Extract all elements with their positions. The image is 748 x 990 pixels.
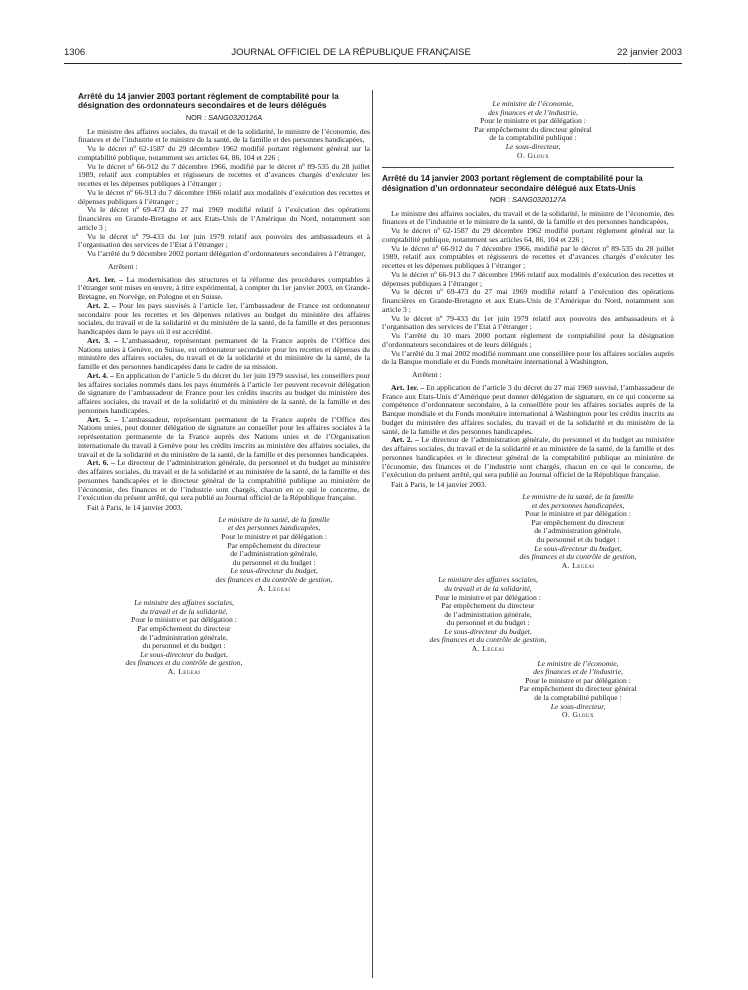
signatory-title: Le sous-directeur du budget,: [534, 543, 622, 553]
date-place-line: Fait à Paris, le 14 janvier 2003.: [87, 503, 183, 513]
empechement-line: du personnel et du budget :: [536, 534, 620, 544]
visa-paragraph: Vu le décret nº 66-913 du 7 décembre 1966 relatif aux modalités d’exécution des recettes et dépenses publiques à l’étranger ;: [78, 187, 370, 206]
empechement-line: Par empêchement du directeur: [441, 601, 535, 611]
signatory-title: des finances et du contrôle de gestion,: [215, 574, 333, 584]
article-paragraph: [78, 302, 370, 337]
minister-title: Le ministre des affaires sociales,: [134, 598, 234, 608]
article-text: En application de l’article 5 du décret du 1er juin 1979 susvisé, les conseillers pour les affaires sociales nommés dans les pays énumérés à l’article 1er peuvent recevoir délégation de signature de l’ambassadeur de France pour les crédits inscrits au budget du ministère des affaires sociales, du travail et de la solidarité et du ministère de la santé, de la famille et des personnes handicapées.: [78, 370, 370, 415]
decree-title: Arrêté du 14 janvier 2003 portant règlement de comptabilité pour la désignation des ordonnateurs secondaires et de leurs délégués: [78, 92, 339, 111]
minister-title: Le ministre des affaires sociales,: [438, 575, 538, 585]
visa-paragraph: Vu le décret nº 62-1587 du 29 décembre 1962 modifié portant règlement général sur la comptabilité publique, notamment ses articles 64, 86, 104 et 226 ;: [382, 226, 674, 244]
article-paragraph: [78, 276, 370, 302]
visa-list: [78, 128, 370, 259]
article-text: L’ambassadeur, représentant permanent de la France auprès de l’Office des Nations unies à Genève, en Suisse, est ordonnateur secondaire pour les recettes et dépenses du ministère des affaires sociales, du travail et de la solidarité et du ministère de la santé, de la famille et des personnes handicapées dans le cadre de sa mission.: [78, 335, 370, 372]
signatory-title: des finances et du contrôle de gestion,: [519, 552, 637, 562]
delegation-line: Pour le ministre et par délégation :: [525, 509, 631, 519]
empechement-line: de l’administration générale,: [534, 526, 622, 536]
article-text: La modernisation des structures et la réforme des procédures comptables à l’étranger sont mises en œuvre, à titre expérimental, à compter du 1er janvier 2003, en Grande-Bretagne, en Norvège, en Pologne et en Suisse.: [78, 274, 370, 302]
decree-title: Arrêté du 14 janvier 2003 portant règlement de comptabilité pour la désignation d’un ordonnateur secondaire délégué aux Etats-Unis: [382, 174, 643, 193]
article-text: Le directeur de l’administration générale, du personnel et du budget au ministère des affaires sociales, du travail et de la solidarité et au ministère de la santé, de la famille et des personnes handicapées et le directeur général de la comptabilité publique au ministère de l’économie, des finances et de l’industrie sont chargés, chacun en ce qui le concerne, de l’exécution du présent arrêté, qui sera publié au Journal officiel de la République française.: [382, 435, 674, 480]
article-text: En application de l’article 3 du décret du 27 mai 1969 susvisé, l’ambassadeur de France aux Etats-Unis d’Amérique peut donner délégation de signature, en ce qui concerne sa compétence d’ordonnateur secondaire, à la conseillère pour les affaires sociales auprès de la Banque mondiale et du Fonds monétaire international à Washington pour les crédits inscrits au budget du ministère des affaires sociales, du travail et de la solidarité et du ministère de la santé, de la famille et des personnes handicapées.: [382, 382, 674, 436]
right-column: [382, 100, 674, 720]
article-paragraph: [78, 337, 370, 372]
article-text: L’ambassadeur, représentant permanent de la France auprès de l’Office des Nations unies, peut donner délégation de signature au conseiller pour les affaires sociales à la représentation permanente de la France auprès des Nations unies et de l’Organisation internationale du travail à Genève pour les crédits inscrits au ministère des affaires sociales, du travail et de la solidarité et du ministère de la santé, de la famille et des personnes handicapées.: [78, 414, 370, 459]
delegation-line: Pour le ministre et par délégation :: [435, 592, 541, 602]
preamble-paragraph: Le ministre des affaires sociales, du travail et de la solidarité, le ministre de l’économie, des finances et de l’industrie et le ministre de la santé, de la famille et des personnes handicapées,: [78, 126, 370, 145]
nor-code: SANG0320126A: [208, 112, 263, 122]
visa-paragraph: Vu le décret nº 66-912 du 7 décembre 1966, modifié par le décret nº 89-535 du 28 juillet 1989, relatif aux comptables et régisseurs de recettes et d’avances chargés d’exécuter les recettes et les dépenses publiques à l’étranger ;: [78, 161, 370, 189]
signatory-name: A. Legeai: [561, 560, 595, 570]
signatory-title: Le sous-directeur,: [505, 141, 561, 151]
page-number: 1306: [64, 47, 86, 58]
signatory-name: O. Gloux: [517, 150, 549, 160]
empechement-line: de l’administration générale,: [230, 549, 318, 559]
minister-title: et des personnes handicapées,: [531, 500, 625, 510]
signatory-title: Le sous-directeur du budget,: [444, 626, 532, 636]
nor-label: NOR :: [185, 112, 207, 122]
article-paragraph: [382, 436, 674, 480]
arretent-heading: Arrêtent :: [108, 261, 138, 271]
article-text: Pour les pays susvisés à l’article 1er, l’ambassadeur de France est ordonnateur secondaire pour les recettes et les dépenses relatives au budget du ministère des affaires sociales, du travail et de la solidarité et du ministère de la santé, de la famille et des personnes handicapées dans le pays où il est accrédité.: [78, 300, 370, 337]
article-label: Art. 3. –: [87, 335, 118, 345]
visa-paragraph: Vu le décret nº 66-912 du 7 décembre 1966, modifié par le décret nº 89-535 du 28 juillet 1989, relatif aux comptables et régisseurs de recettes et d’avances chargés d’exécuter les recettes et les dépenses publiques à l’étranger ;: [382, 243, 674, 271]
empechement-line: Par empêchement du directeur général: [519, 684, 637, 694]
signatory-title: Le sous-directeur,: [550, 701, 606, 711]
article-paragraph: [382, 384, 674, 437]
empechement-line: du personnel et du budget :: [142, 641, 226, 651]
article-label: Art. 1er. –: [391, 382, 425, 392]
nor-code: SANG0320127A: [512, 194, 567, 204]
signatory-title: Le sous-directeur du budget,: [230, 566, 318, 576]
delegation-line: Pour le ministre et par délégation :: [525, 675, 631, 685]
signature-block-sante: [482, 493, 674, 570]
empechement-line: Par empêchement du directeur: [531, 517, 625, 527]
article-label: Art. 6. –: [87, 458, 115, 468]
article-paragraph: [78, 372, 370, 416]
minister-title: Le ministre de la santé, de la famille: [522, 491, 634, 501]
visa-paragraph: Vu le décret nº 62-1587 du 29 décembre 1962 modifié portant règlement général sur la comptabilité publique, notamment ses articles 64, 86, 104 et 226 ;: [78, 144, 370, 162]
minister-title: Le ministre de la santé, de la famille: [218, 514, 330, 524]
minister-title: Le ministre de l’économie,: [492, 99, 574, 108]
signature-block-affaires-sociales: [78, 599, 290, 676]
empechement-line: de l’administration générale,: [444, 609, 532, 619]
empechement-line: de la comptabilité publique :: [489, 133, 577, 143]
article-label: Art. 1er. –: [87, 274, 123, 284]
signatory-title: des finances et du contrôle de gestion,: [125, 658, 243, 668]
visa-paragraph: Vu le décret nº 69-473 du 27 mai 1969 modifié relatif à l’exécution des opérations financières en Grande-Bretagne et aux Etats-Unis de l’Amérique du Nord, notamment son article 3 ;: [78, 205, 370, 232]
delegation-line: Pour le ministre et par délégation :: [221, 532, 327, 541]
nor-label: NOR :: [489, 194, 511, 204]
visa-paragraph: Vu l’arrêté du 3 mai 2002 modifié nommant une conseillère pour les affaires sociales auprès de la Banque mondiale et du Fonds monétaire international à Washington,: [382, 348, 674, 367]
visa-paragraph: Vu l’arrêté du 9 décembre 2002 portant délégation d’ordonnateurs secondaires à l’étranger,: [87, 249, 366, 259]
minister-title: du travail et de la solidarité,: [444, 583, 532, 593]
minister-title: des finances et de l’industrie,: [488, 107, 578, 117]
empechement-line: de la comptabilité publique :: [534, 693, 622, 703]
nor-reference: [78, 114, 370, 123]
date-place-line: Fait à Paris, le 14 janvier 2003.: [391, 480, 487, 490]
signatory-name: O. Gloux: [562, 710, 594, 720]
signature-block-economie: [482, 660, 674, 720]
empechement-line: du personnel et du budget :: [232, 557, 316, 567]
article-paragraph: [78, 416, 370, 460]
header-rule: [64, 63, 682, 64]
visa-paragraph: Vu l’arrêté du 10 mars 2000 portant règlement de comptabilité pour la désignation d’ordonnateurs secondaires et de leurs délégués ;: [382, 331, 674, 349]
article-label: Art. 5. –: [87, 414, 118, 424]
signature-block-economie-previous: [392, 100, 674, 160]
column-divider: [372, 90, 373, 978]
articles: [78, 276, 370, 504]
empechement-line: Par empêchement du directeur: [137, 623, 231, 633]
article-label: Art. 2. –: [391, 435, 419, 445]
decree-separator: [382, 167, 674, 168]
empechement-line: Par empêchement du directeur: [227, 540, 321, 550]
article-label: Art. 2. –: [87, 300, 116, 310]
article-text: Le directeur de l’administration générale, du personnel et du budget au ministère des affaires sociales, du travail et de la solidarité et au ministère de la santé, de la famille et des personnes handicapées et le directeur général de la comptabilité publique au ministère de l’économie, des finances et de l’industrie sont chargés, chacun en ce qui le concerne, de l’exécution du présent arrêté, qui sera publié au Journal officiel de la République française.: [78, 458, 370, 503]
visa-paragraph: Vu le décret nº 69-473 du 27 mai 1969 modifié relatif à l’exécution des opérations financières en Grande-Bretagne et aux Etats-Unis de l’Amérique du Nord, notamment son article 3 ;: [382, 287, 674, 314]
signatory-title: Le sous-directeur du budget,: [140, 649, 228, 659]
minister-title: et des personnes handicapées,: [227, 523, 321, 533]
minister-title: du travail et de la solidarité,: [140, 606, 228, 616]
preamble-paragraph: Le ministre des affaires sociales, du travail et de la solidarité, le ministre de l’économie, des finances et de l’industrie et le ministre de la santé, de la famille et des personnes handicapées,: [382, 208, 674, 227]
visa-paragraph: Vu le décret nº 79-433 du 1er juin 1979 relatif aux pouvoirs des ambassadeurs et à l’organisation des services de l’Etat à l’étranger ;: [78, 231, 370, 250]
empechement-line: du personnel et du budget :: [446, 618, 530, 628]
article-label: Art. 4. –: [87, 370, 114, 380]
signature-block-affaires-sociales: [382, 576, 594, 653]
delegation-line: Pour le ministre et par délégation :: [131, 615, 237, 625]
arretent-heading: Arrêtent :: [412, 370, 442, 380]
visa-list: [382, 210, 674, 368]
signatory-name: A. Legeai: [471, 644, 505, 654]
nor-reference: [382, 196, 674, 205]
signatory-title: des finances et du contrôle de gestion,: [429, 635, 547, 645]
empechement-line: de l’administration générale,: [140, 632, 228, 642]
articles: [382, 384, 674, 480]
page-header: [64, 47, 682, 61]
article-paragraph: [78, 459, 370, 503]
signatory-name: A. Legeai: [167, 666, 201, 676]
left-column: [78, 92, 370, 677]
delegation-line: Pour le ministre et par délégation :: [480, 116, 586, 126]
empechement-line: Par empêchement du directeur général: [474, 124, 592, 134]
issue-date: 22 janvier 2003: [617, 47, 682, 58]
visa-paragraph: Vu le décret nº 66-913 du 7 décembre 1966 relatif aux modalités d’exécution des recettes et dépenses publiques à l’étranger ;: [382, 269, 674, 288]
journal-title: JOURNAL OFFICIEL DE LA RÉPUBLIQUE FRANÇAISE: [231, 47, 471, 58]
minister-title: Le ministre de l’économie,: [537, 658, 619, 668]
minister-title: des finances et de l’industrie,: [533, 667, 623, 677]
visa-paragraph: Vu le décret nº 79-433 du 1er juin 1979 relatif aux pouvoirs des ambassadeurs et à l’organisation des services de l’Etat à l’étranger ;: [382, 313, 674, 332]
signature-block-sante: [178, 516, 370, 593]
signatory-name: A. Legeai: [257, 583, 291, 593]
